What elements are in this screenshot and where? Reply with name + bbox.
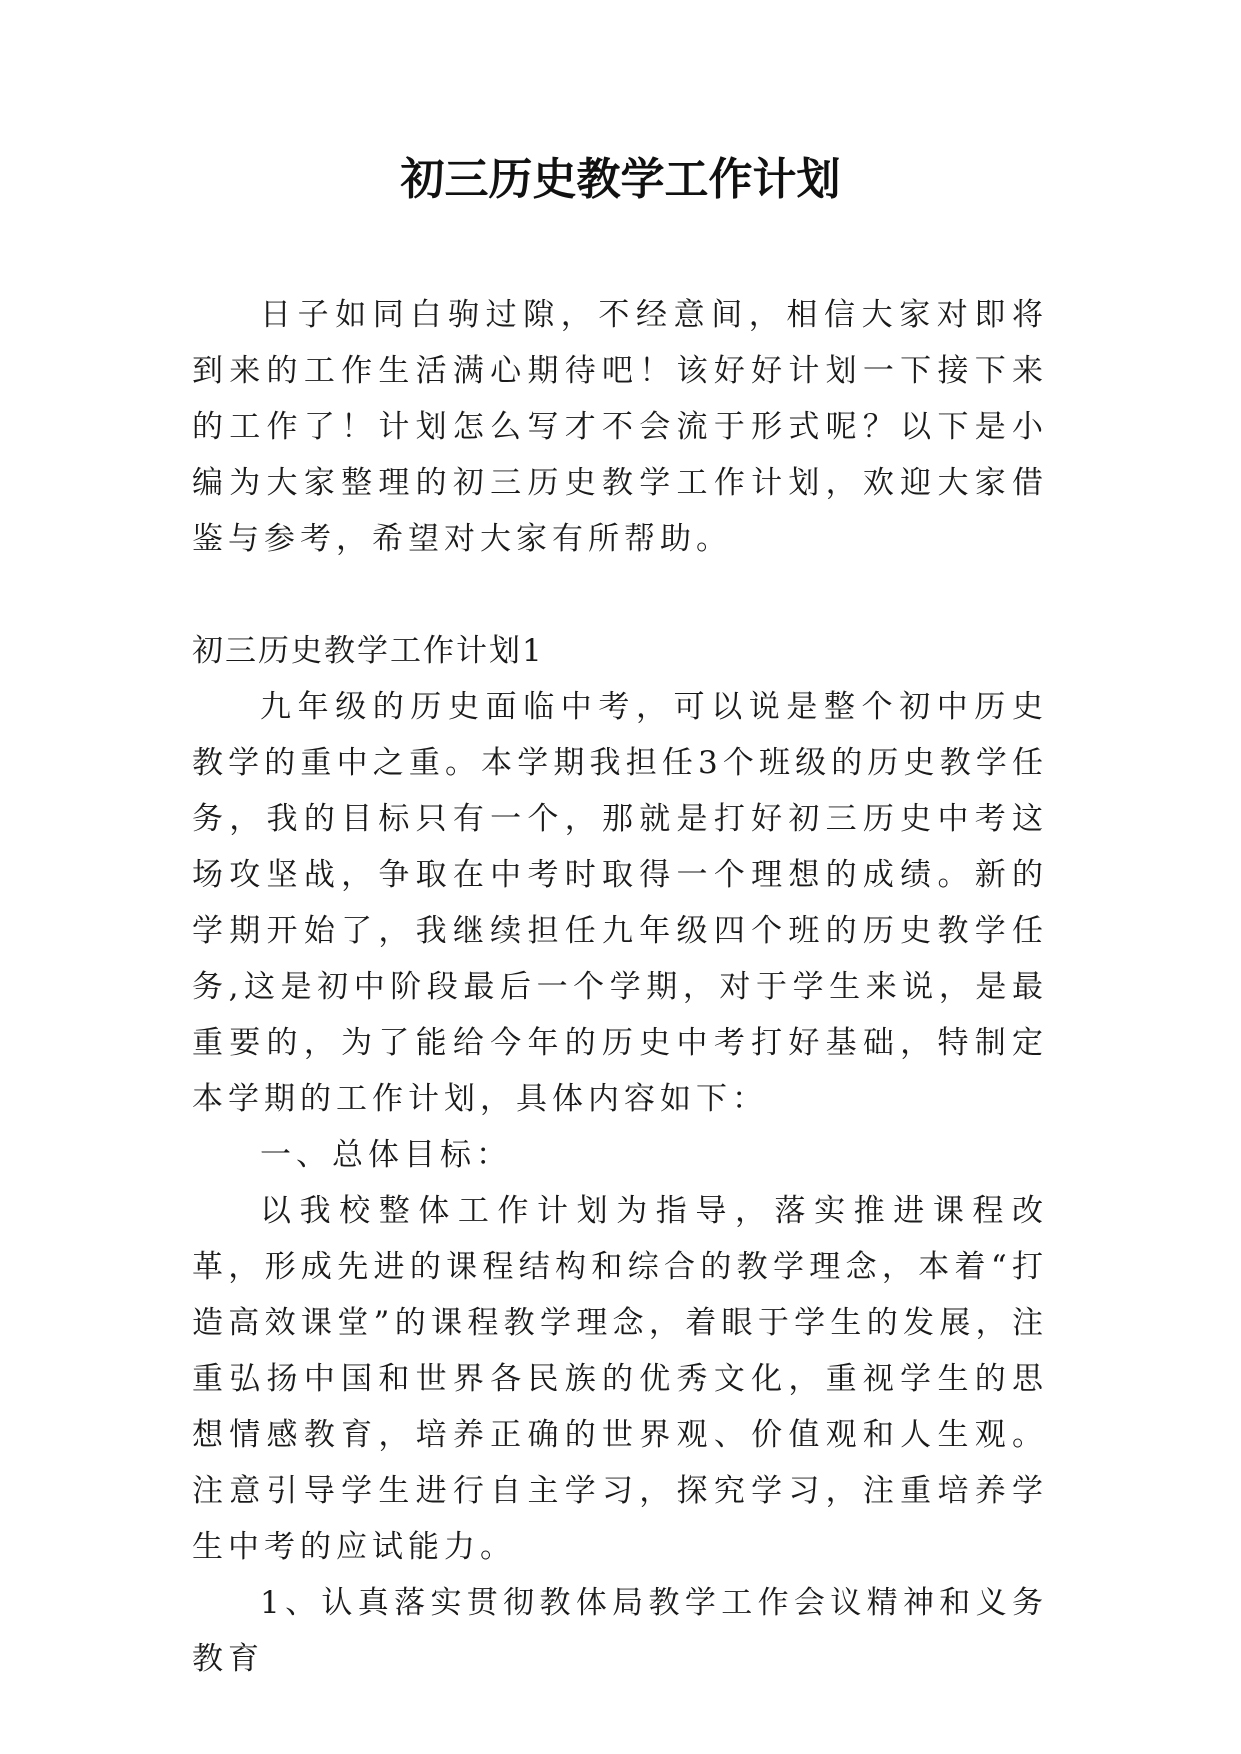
list-item: 1、认真落实贯彻教体局教学工作会议精神和义务教育 — [192, 1585, 1048, 1677]
body-paragraph: 以我校整体工作计划为指导，落实推进课程改革，形成先进的课程结构和综合的教学理念，本着“打造高效课堂”的课程教学理念，着眼于学生的发展，注重弘扬中国和世界各民族的优秀文化，重视学生的思想情感教育，培养正确的世界观、价值观和人生观。注意引导学生进行自主学习，探究学习，注重培养学生中考的应试能力。 — [192, 1193, 1048, 1565]
goal-heading: 一、总体目标： — [260, 1137, 512, 1173]
intro-paragraph: 日子如同白驹过隙，不经意间，相信大家对即将到来的工作生活满心期待吧！该好好计划一下接下来的工作了！计划怎么写才不会流于形式呢？以下是小编为大家整理的初三历史教学工作计划，欢迎大家借鉴与参考，希望对大家有所帮助。 — [192, 297, 1048, 557]
intro-block — [192, 287, 1048, 567]
section-block — [192, 623, 1048, 1687]
document-title: 初三历史教学工作计划 — [400, 154, 841, 205]
body-paragraph: 九年级的历史面临中考，可以说是整个初中历史教学的重中之重。本学期我担任3个班级的历史教学任务，我的目标只有一个，那就是打好初三历史中考这场攻坚战，争取在中考时取得一个理想的成绩。新的学期开始了，我继续担任九年级四个班的历史教学任务,这是初中阶段最后一个学期，对于学生来说，是最重要的，为了能给今年的历史中考打好基础，特制定本学期的工作计划，具体内容如下： — [192, 689, 1048, 1117]
section-heading: 初三历史教学工作计划1 — [192, 633, 544, 669]
